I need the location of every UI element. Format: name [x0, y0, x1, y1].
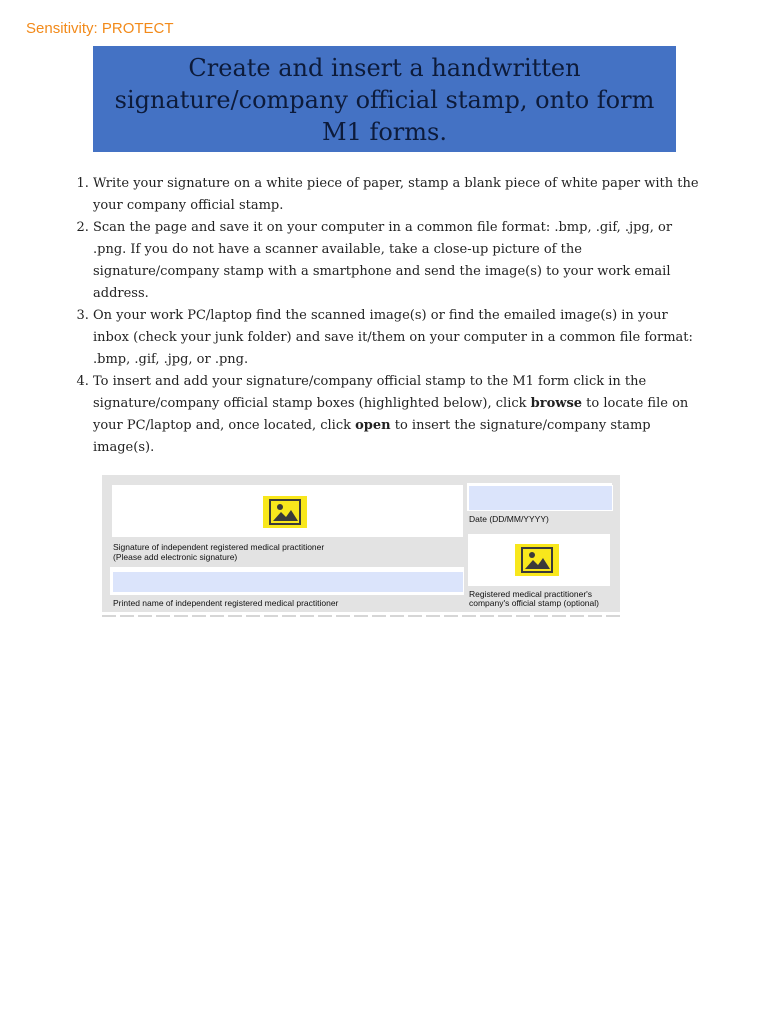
- picture-icon: [523, 549, 551, 571]
- open-keyword: open: [355, 418, 391, 433]
- cropped-text-edge: [102, 612, 620, 618]
- signature-hint: (Please add electronic signature): [113, 552, 238, 562]
- stamp-label-line1: Registered medical practitioner's: [469, 589, 593, 599]
- step-4-text-middle: to locate file on your PC/laptop and, once located, click: [93, 396, 689, 433]
- date-field[interactable]: [468, 485, 613, 511]
- page-title: Create and insert a handwritten signature/company official stamp, onto form M1 forms.: [93, 46, 676, 152]
- step-2: 2. Scan the page and save it on your computer in a common file format: .bmp, .gif, .jpg, or .png. If you do not have a scanner available, take a close-up picture of the signature/company stamp with a smartphone and send the image(s) to your work email address.: [93, 217, 707, 305]
- stamp-image-icon: [515, 544, 559, 576]
- signature-label: Signature of independent registered medical practitioner: [113, 542, 325, 552]
- instruction-list: [66, 173, 707, 459]
- signature-image-box[interactable]: [112, 485, 463, 537]
- step-1: 1. Write your signature on a white piece of paper, stamp a blank piece of white paper with the your company official stamp.: [93, 173, 707, 217]
- stamp-label-line2: company's official stamp (optional): [469, 598, 599, 608]
- step-4: [93, 371, 707, 459]
- printed-name-label: Printed name of independent registered medical practitioner: [113, 598, 339, 608]
- date-label: Date (DD/MM/YYYY): [469, 514, 549, 524]
- step-4-text-before: To insert and add your signature/company official stamp to the M1 form click in the signature/company official stamp boxes (highlighted below), click: [93, 374, 647, 411]
- sensitivity-label: Sensitivity: PROTECT: [26, 20, 174, 37]
- signature-image-icon: [263, 496, 307, 528]
- step-4-text-after: to insert the signature/company stamp image(s).: [93, 418, 651, 455]
- stamp-image-box[interactable]: [468, 534, 610, 586]
- form-screenshot: [102, 475, 620, 612]
- step-3: 3. On your work PC/laptop find the scanned image(s) or find the emailed image(s) in your inbox (check your junk folder) and save it/them on your computer in a common file format: .bmp, .gif, .jpg, or .png.: [93, 305, 707, 371]
- printed-name-field[interactable]: [112, 571, 464, 593]
- browse-keyword: browse: [530, 396, 583, 411]
- picture-icon: [271, 501, 299, 523]
